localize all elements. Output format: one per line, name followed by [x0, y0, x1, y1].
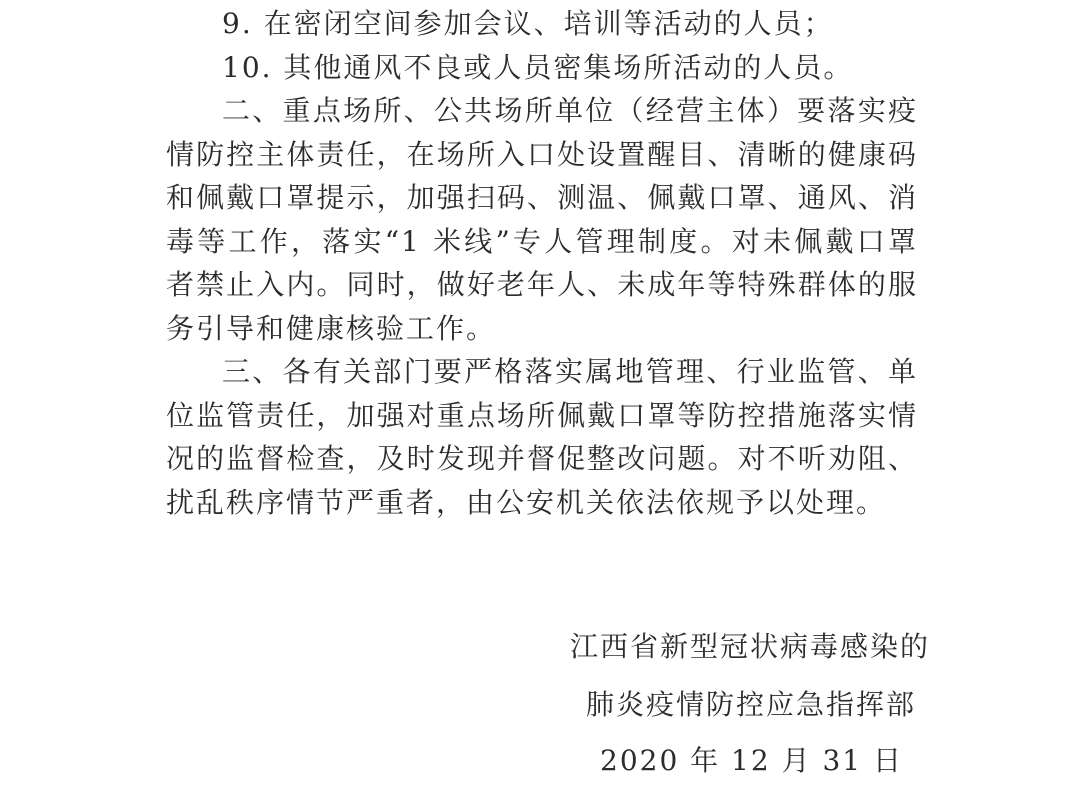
- signature-org-line2: 肺炎疫情防控应急指挥部: [586, 688, 917, 721]
- document-body: [166, 2, 918, 524]
- list-item-10: 10. 其他通风不良或人员密集场所活动的人员。: [222, 50, 854, 84]
- signature-org-line1: 江西省新型冠状病毒感染的: [570, 630, 931, 663]
- paragraph-section-2: 二、重点场所、公共场所单位（经营主体）要落实疫情防控主体责任，在场所入口处设置醒目、清晰的健康码和佩戴口罩提示，加强扫码、测温、佩戴口罩、通风、消毒等工作，落实“1 米线”专人管理制度。对未佩戴口罩者禁止入内。同时，做好老年人、未成年等特殊群体的服务引导和健康核验工作。: [166, 94, 918, 345]
- list-item-9: 9. 在密闭空间参加会议、培训等活动的人员；: [222, 7, 834, 40]
- signature-date: 2020 年 12 月 31 日: [600, 744, 904, 777]
- paragraph-section-3: 三、各有关部门要严格落实属地管理、行业监管、单位监管责任，加强对重点场所佩戴口罩等防控措施落实情况的监督检查，及时发现并督促整改问题。对不听劝阻、扰乱秩序情节严重者，由公安机关依法依规予以处理。: [166, 355, 918, 519]
